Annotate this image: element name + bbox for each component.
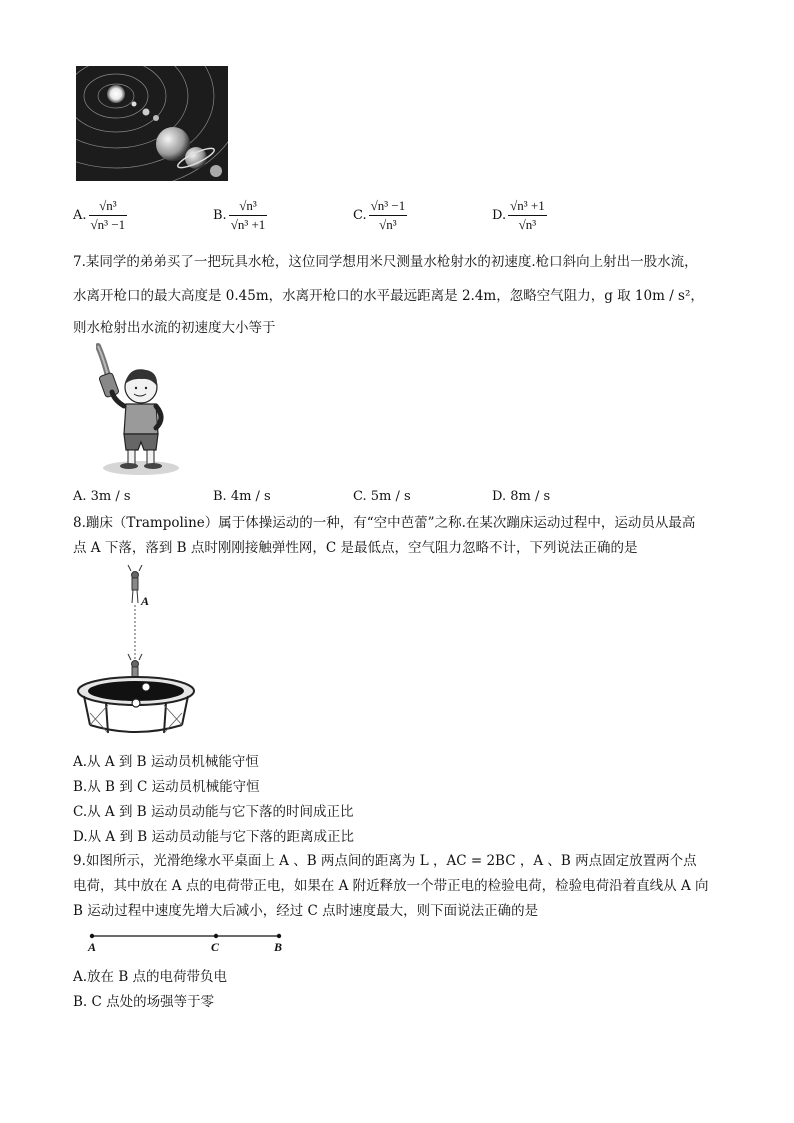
trampoline-figure: [76, 563, 198, 738]
q9-text-line-2: 电荷，其中放在 A 点的电荷带正电，如果在 A 附近释放一个带正电的检验电荷，检验电荷沿着直线从 A 向: [73, 878, 709, 894]
q6-option-a: A. $\frac{\text{√n³}}{\text{√n³ −1}}$: [73, 197, 126, 232]
q7-option-b: B. 4m / s: [213, 489, 271, 504]
q7-text-line-1: 7.某同学的弟弟买了一把玩具水枪，这位同学想用米尺测量水枪射水的初速度.枪口斜向上射出一股水流，: [73, 254, 698, 270]
q6-option-b-numerator: √n³: [239, 197, 257, 213]
point-a-label: A: [88, 940, 97, 954]
q7-text-line-2: 水离开枪口的最大高度是 0.45m，水离开枪口的水平最远距离是 2.4m，忽略空气阻力，g 取 10m / s²，: [73, 288, 704, 304]
q6-option-a-denominator: √n³ −1: [90, 216, 126, 232]
q8-text-line-1: 8.蹦床（Trampoline）属于体操运动的一种，有“空中芭蕾”之称.在某次蹦床运动过程中，运动员从最高: [73, 515, 696, 531]
q9-text-line-1: 9.如图所示，光滑绝缘水平桌面上 A 、B 两点间的距离为 L ，AC = 2BC ，A 、B 两点固定放置两个点: [73, 853, 697, 869]
q6-option-d-numerator: √n³ +1: [510, 197, 545, 213]
q9-option-b: B. C 点处的场强等于零: [73, 994, 215, 1010]
q7-option-c: C. 5m / s: [353, 489, 411, 504]
q8-option-b: B.从 B 到 C 运动员机械能守恒: [73, 779, 260, 795]
q6-option-b-denominator: √n³ +1: [230, 216, 266, 232]
q7-option-a: A. 3m / s: [73, 489, 131, 504]
q6-option-c: C. $\frac{\text{√n³ −1}}{\text{√n³}}$: [353, 197, 406, 232]
q6-option-a-numerator: √n³: [99, 197, 117, 213]
q7-option-d: D. 8m / s: [492, 489, 551, 504]
q8-option-a: A.从 A 到 B 运动员机械能守恒: [73, 754, 259, 770]
q9-option-a: A.放在 B 点的电荷带负电: [73, 969, 228, 985]
point-b-label: B: [274, 940, 283, 954]
point-line-diagram: [84, 928, 294, 958]
point-c-label: C: [211, 940, 220, 954]
q8-option-d: D.从 A 到 B 运动员动能与它下落的距离成正比: [73, 829, 354, 845]
boy-water-gun-image: [96, 342, 186, 476]
q8-text-line-2: 点 A 下落，落到 B 点时刚刚接触弹性网，C 是最低点，空气阻力忽略不计，下列说法正确的是: [73, 540, 638, 556]
q9-text-line-3: B 运动过程中速度先增大后减小，经过 C 点时速度最大，则下面说法正确的是: [73, 903, 539, 919]
q6-option-b: B. $\frac{\text{√n³}}{\text{√n³ +1}}$: [213, 197, 266, 232]
q6-option-c-numerator: √n³ −1: [370, 197, 406, 213]
q6-option-c-denominator: √n³: [379, 216, 397, 232]
q6-option-d: D. $\frac{\text{√n³ +1}}{\text{√n³}}$: [492, 197, 545, 232]
q6-option-d-denominator: √n³: [518, 216, 537, 232]
solar-system-image: [76, 66, 228, 181]
q7-text-line-3: 则水枪射出水流的初速度大小等于: [73, 320, 276, 336]
trampoline-point-label: A: [141, 594, 150, 608]
q8-option-c: C.从 A 到 B 运动员动能与它下落的时间成正比: [73, 804, 354, 820]
